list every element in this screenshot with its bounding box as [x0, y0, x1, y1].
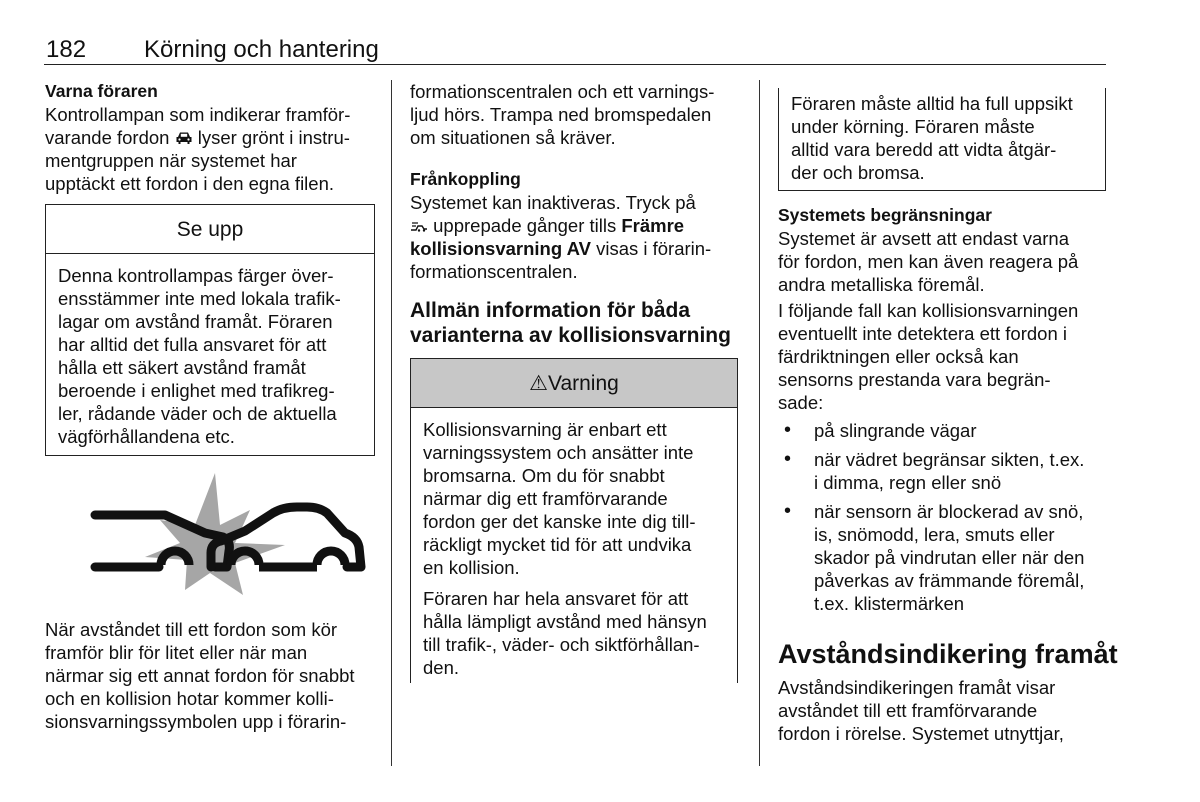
- page-header: [44, 34, 1106, 65]
- paragraph: När avståndet till ett fordon som kör framför blir för litet eller när man närmar sig ett annat fordon för snabbt och en kollision hotar kommer kolli- sionsvarningssymbolen upp i förarin-: [45, 619, 355, 732]
- paragraph: Systemet är avsett att endast varna för fordon, men kan även reagera på andra metalliska föremål.: [778, 228, 1079, 295]
- list-item: • när sensorn är blockerad av snö, is, snömodd, lera, smuts eller skador på vindrutan eller när den påverkas av främmande föremål, t.ex. klistermärken: [778, 500, 1108, 615]
- paragraph: formationscentralen och ett varnings- ljud hörs. Trampa ned bromspedalen om situationen så kräver.: [410, 81, 715, 148]
- collision-illustration: [45, 465, 375, 610]
- section-heading: Varna föraren: [45, 81, 158, 101]
- chapter-title: Körning och hantering: [144, 36, 379, 63]
- caution-box: [45, 204, 375, 456]
- warning-icon: ⚠: [529, 371, 548, 395]
- warning-title: ⚠ Varning: [411, 359, 737, 408]
- paragraph: Avståndsindikeringen framåt visar avståndet till ett framförvarande fordon i rörelse. Systemet utnyttjar,: [778, 677, 1064, 744]
- limitations-list: [778, 419, 1108, 621]
- page-number: 182: [46, 36, 87, 63]
- intro-paragraph: Kontrollampan som indikerar framför- varande fordon lyser grönt i instru- mentgruppen när systemet har upptäckt ett fordon i den egna filen.: [45, 104, 351, 194]
- car-front-icon: [175, 131, 193, 145]
- column-divider: [391, 80, 392, 766]
- paragraph: Systemet kan inaktiveras. Tryck på upprepade gånger tills Främre kollisionsvarning AV visas i förarin- formationscentralen.: [410, 192, 712, 282]
- subheading: Systemets begränsningar: [778, 205, 992, 225]
- caution-title: Se upp: [46, 205, 374, 254]
- paragraph: I följande fall kan kollisionsvarningen eventuellt inte detektera ett fordon i färdriktningen eller också kan sensorns prestanda vara begrän- sade:: [778, 300, 1079, 413]
- warning-box: [410, 358, 738, 683]
- list-item: • på slingrande vägar: [778, 419, 1108, 442]
- subheading: Frånkoppling: [410, 169, 521, 189]
- caution-text: Denna kontrollampas färger över- ensstämmer inte med lokala trafik- lagar om avstånd framåt. Föraren har alltid det fulla ansvaret för att hålla ett säkert avstånd framåt beroende i enlighet med trafikreg- ler, rådande väder och de aktuella vägförhållandena etc.: [58, 265, 341, 447]
- list-item: • när vädret begränsar sikten, t.ex. i dimma, regn eller snö: [778, 448, 1108, 494]
- warning-continuation-box: Föraren måste alltid ha full uppsikt under körning. Föraren måste alltid vara beredd att vidta åtgär- der och bromsa.: [778, 88, 1106, 191]
- column-1: [45, 80, 375, 732]
- warning-text: Kollisionsvarning är enbart ett varningssystem och ansätter inte bromsarna. Om du för snabbt närmar dig ett framförvarande fordon ger det kanske inte dig till- räckligt mycket tid för att undvika en kollision. Föraren har hela ansvaret för att hålla lämpligt avstånd med hänsyn till trafik-, väder- och siktförhållan- den.: [423, 419, 707, 678]
- section-heading: Avståndsindikering framåt: [778, 639, 1118, 669]
- section-heading: Allmän information för båda varianterna av kollisionsvarning: [410, 299, 731, 347]
- car-distance-icon: [410, 219, 428, 233]
- column-divider: [759, 80, 760, 766]
